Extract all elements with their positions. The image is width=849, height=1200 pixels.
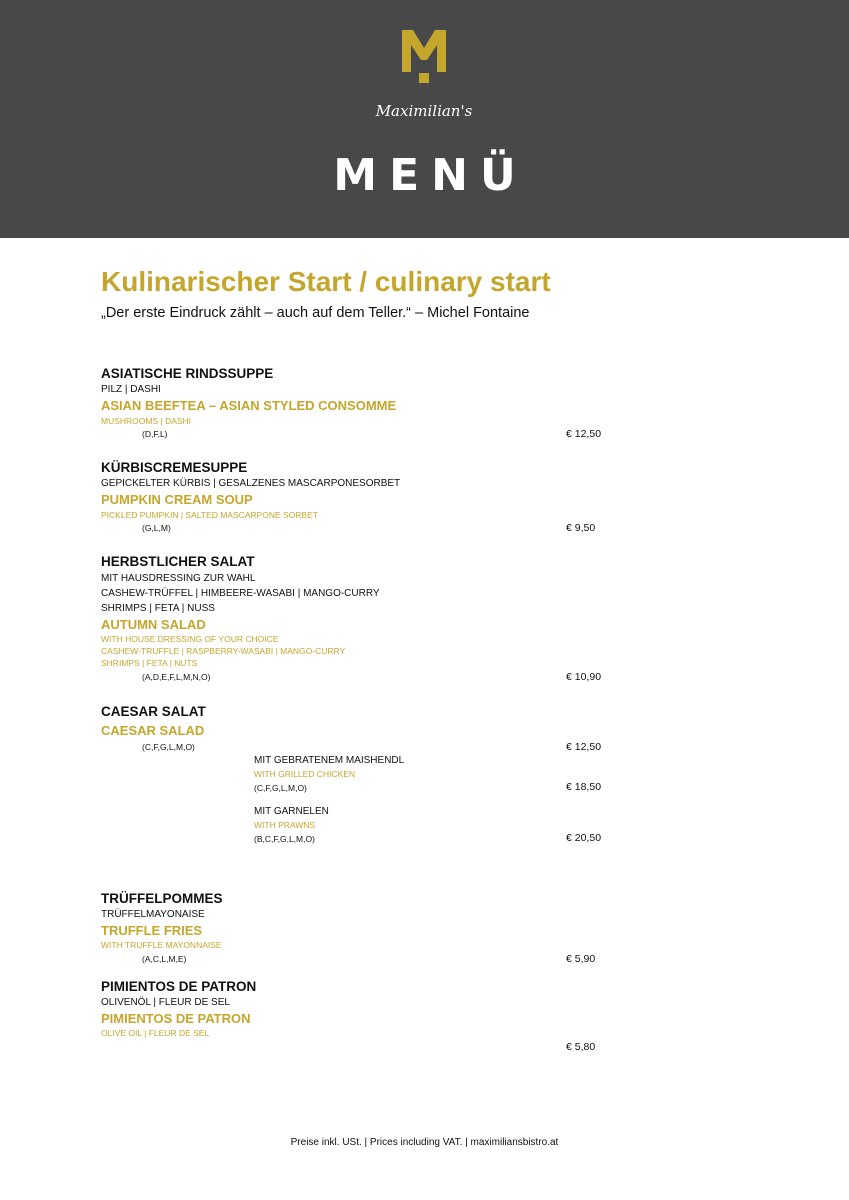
footer-note: Preise inkl. USt. | Prices including VAT. | maximiliansbistro.at (290, 1137, 559, 1148)
option-name-de: MIT GARNELEN (254, 806, 329, 817)
option-price: € 18,50 (566, 781, 602, 793)
item-price: € 10,90 (566, 671, 602, 683)
item-desc-de: SHRIMPS | FETA | NUSS (101, 603, 215, 614)
item-desc-en: MUSHROOMS | DASHI (101, 416, 192, 426)
item-desc-en: CASHEW-TRUFFLE | RASPBERRY-WASABI | MANGO-CURRY (101, 646, 346, 656)
item-price: € 9,50 (566, 522, 596, 534)
item-desc-en: OLIVE OIL | FLEUR DE SEL (101, 1028, 210, 1038)
item-name-en: AUTUMN SALAD (101, 617, 206, 632)
item-name-en: PIMIENTOS DE PATRON (101, 1011, 251, 1026)
item-allergens: (C,F,G,L,M,O) (142, 742, 195, 752)
brand-name: Maximilian's (375, 102, 473, 120)
header-banner (0, 0, 849, 238)
item-name-de: TRÜFFELPOMMES (101, 891, 223, 906)
section-quote: „Der erste Eindruck zählt – auch auf dem Teller.“ – Michel Fontaine (101, 305, 530, 321)
option-allergens: (C,F,G,L,M,O) (254, 783, 307, 793)
item-desc-en: WITH HOUSE DRESSING OF YOUR CHOICE (101, 634, 279, 644)
item-name-de: ASIATISCHE RINDSSUPPE (101, 366, 274, 381)
item-name-de: KÜRBISCREMESUPPE (101, 460, 248, 475)
item-desc-de: TRÜFFELMAYONAISE (101, 909, 205, 920)
item-desc-en: WITH TRUFFLE MAYONNAISE (101, 940, 222, 950)
section-title: Kulinarischer Start / culinary start (101, 266, 551, 297)
item-desc-de: GEPICKELTER KÜRBIS | GESALZENES MASCARPONESORBET (101, 478, 401, 489)
item-price: € 5,90 (566, 953, 596, 965)
item-price: € 5,80 (566, 1041, 596, 1053)
item-name-de: HERBSTLICHER SALAT (101, 554, 255, 569)
item-allergens: (A,C,L,M,E) (142, 954, 187, 964)
item-price: € 12,50 (566, 428, 602, 440)
item-desc-en: SHRIMPS | FETA | NUTS (101, 658, 198, 668)
option-name-en: WITH PRAWNS (254, 820, 316, 830)
item-allergens: (D,F,L) (142, 429, 168, 439)
item-name-en: CAESAR SALAD (101, 723, 205, 738)
option-name-en: WITH GRILLED CHICKEN (254, 769, 356, 779)
item-price: € 12,50 (566, 741, 602, 753)
item-allergens: (A,D,E,F,L,M,N,O) (142, 672, 211, 682)
item-name-de: PIMIENTOS DE PATRON (101, 979, 257, 994)
item-name-en: ASIAN BEEFTEA – ASIAN STYLED CONSOMME (101, 398, 397, 413)
item-desc-de: MIT HAUSDRESSING ZUR WAHL (101, 573, 256, 584)
item-name-de: CAESAR SALAT (101, 704, 206, 719)
page-title: MENÜ (333, 150, 528, 201)
option-name-de: MIT GEBRATENEM MAISHENDL (254, 755, 405, 766)
option-allergens: (B,C,F,G,L,M,O) (254, 834, 315, 844)
item-desc-de: PILZ | DASHI (101, 384, 161, 395)
item-allergens: (G,L,M) (142, 523, 171, 533)
option-price: € 20,50 (566, 832, 602, 844)
item-desc-de: OLIVENÖL | FLEUR DE SEL (101, 997, 230, 1008)
maximilians-logo-icon (400, 28, 448, 84)
item-desc-en: PICKLED PUMPKIN | SALTED MASCARPONE SORBET (101, 510, 318, 520)
item-name-en: PUMPKIN CREAM SOUP (101, 492, 253, 507)
item-desc-de: CASHEW-TRÜFFEL | HIMBEERE-WASABI | MANGO-CURRY (101, 588, 380, 599)
item-name-en: TRUFFLE FRIES (101, 923, 203, 938)
